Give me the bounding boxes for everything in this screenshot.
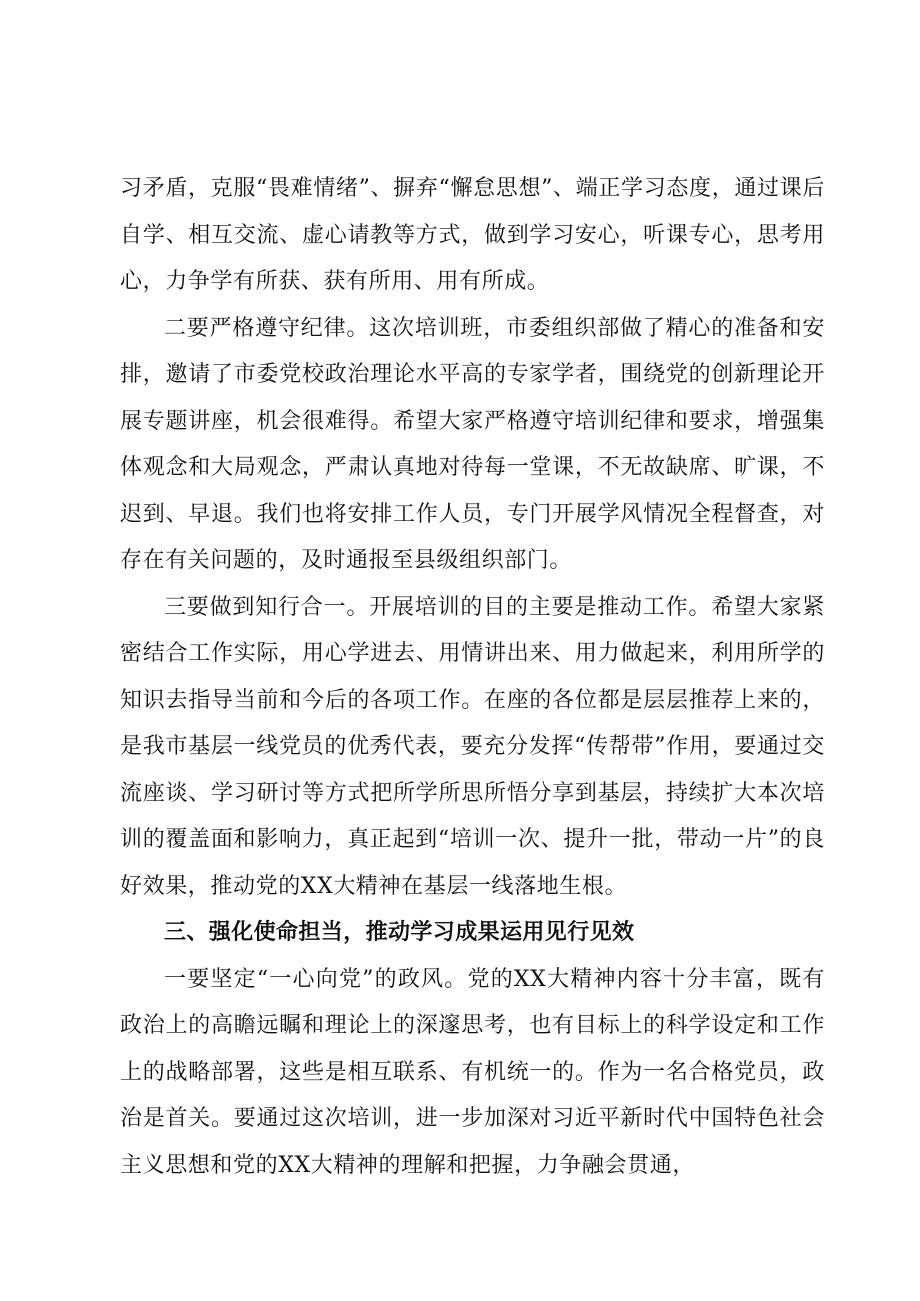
paragraph-politics: 一要坚定“一心向党”的政风。党的XX大精神内容十分丰富，既有政治上的高瞻远瞩和理论上的深邃思考，也有目标上的科学设定和工作上的战略部署，这些是相互联系、有机统一的。作为一名合格党员，政治是首关。要通过这次培训，进一步加深对习近平新时代中国特色社会主义思想和党的XX大精神的理解和把握，力争融会贯通， xyxy=(120,966,825,1178)
section-heading: 三、强化使命担当，推动学习成果运用见行见效 xyxy=(164,920,635,945)
paragraph-continuation: 习矛盾，克服“畏难情绪”、摒弃“懈怠思想”、端正学习态度，通过课后自学、相互交流、虚心请教等方式，做到学习安心，听课专心，思考用心，力争学有所获、获有所用、用有所成。 xyxy=(120,176,825,294)
document-body xyxy=(120,166,825,1189)
paragraph-practice: 三要做到知行合一。开展培训的目的主要是推动工作。希望大家紧密结合工作实际，用心学进去、用情讲出来、用力做起来，利用所学的知识去指导当前和今后的各项工作。在座的各位都是层层推荐上来的，是我市基层一线党员的优秀代表，要充分发挥“传帮带”作用，要通过交流座谈、学习研讨等方式把所学所思所悟分享到基层，持续扩大本次培训的覆盖面和影响力，真正起到“培训一次、提升一批，带动一片”的良好效果，推动党的XX大精神在基层一线落地生根。 xyxy=(120,594,825,899)
paragraph-discipline: 二要严格遵守纪律。这次培训班，市委组织部做了精心的准备和安排，邀请了市委党校政治理论水平高的专家学者，围绕党的创新理论开展专题讲座，机会很难得。希望大家严格遵守培训纪律和要求，增强集体观念和大局观念，严肃认真地对待每一堂课，不无故缺席、旷课，不迟到、早退。我们也将安排工作人员，专门开展学风情况全程督查，对存在有关问题的，及时通报至县级组织部门。 xyxy=(120,315,825,573)
